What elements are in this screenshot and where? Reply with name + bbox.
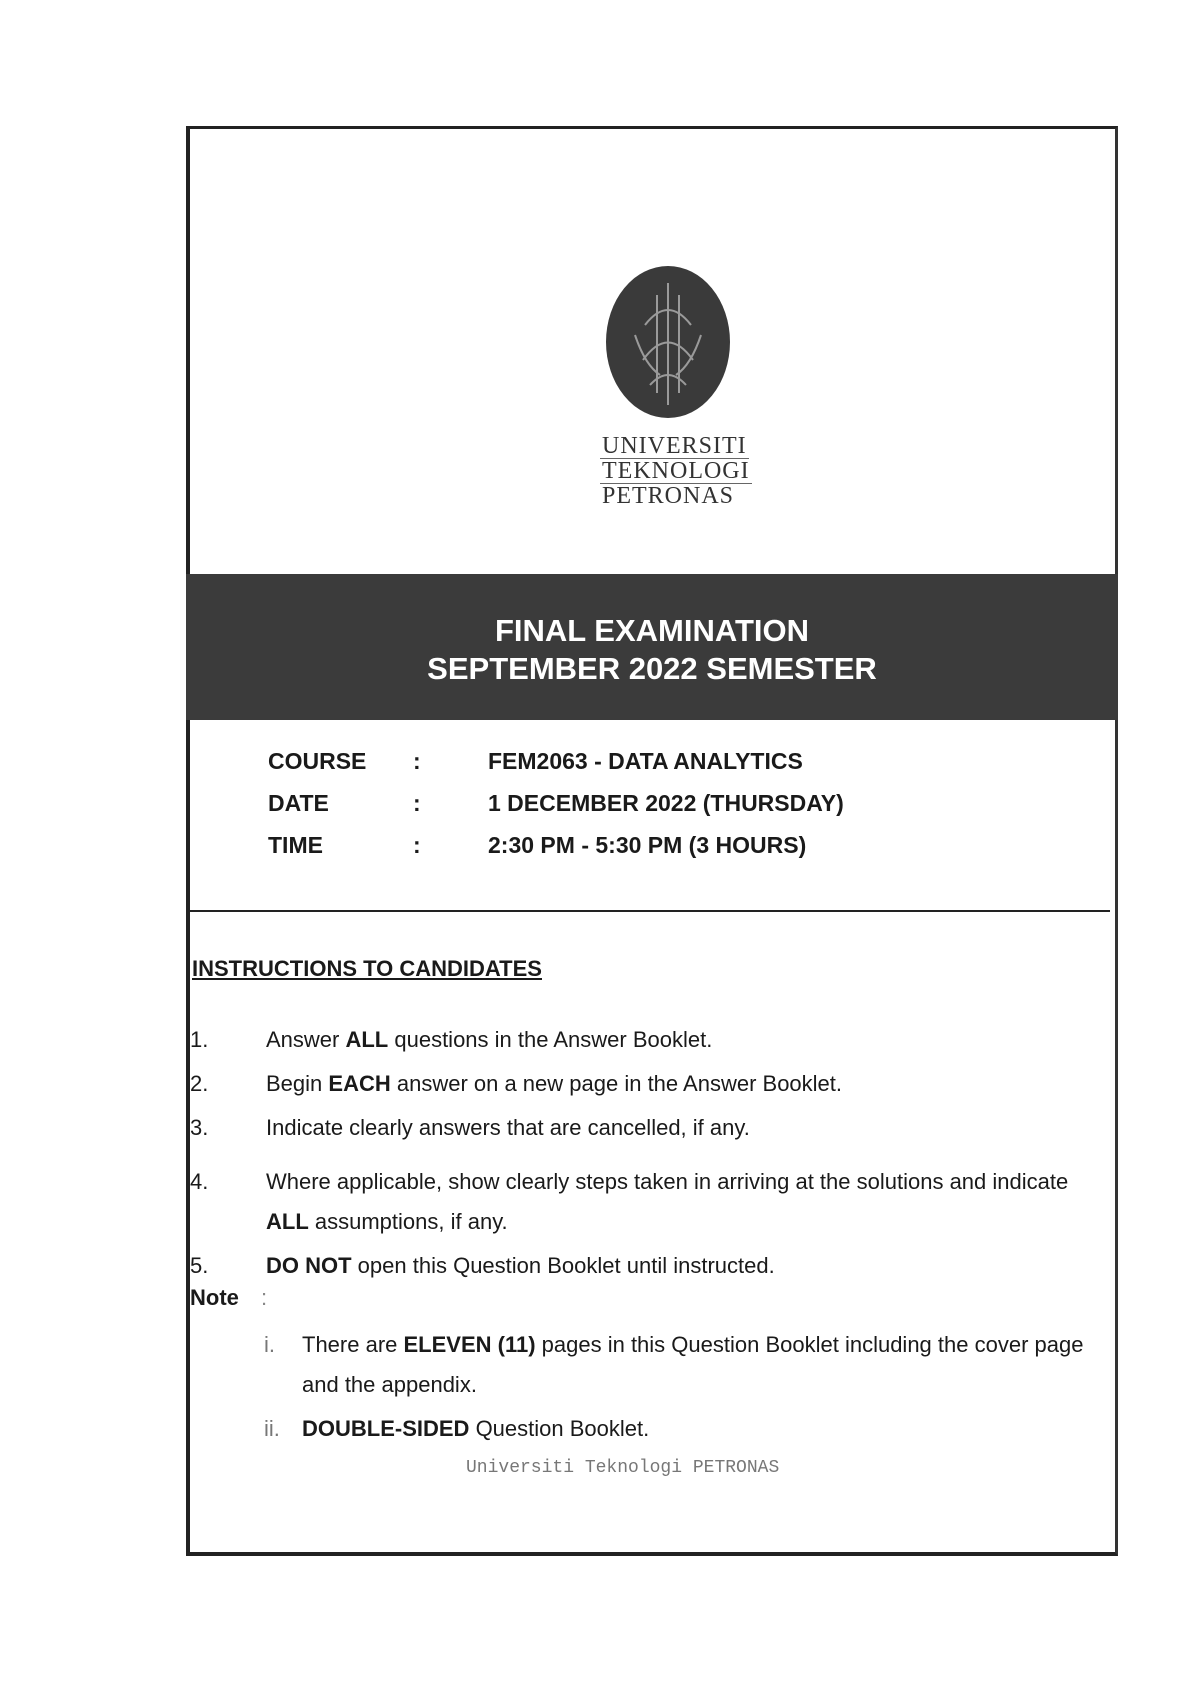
- item-text: Indicate clearly answers that are cancelled, if any.: [266, 1115, 750, 1140]
- list-item: [190, 1162, 1090, 1242]
- item-text: questions in the Answer Booklet.: [388, 1027, 713, 1052]
- item-bold-text: DO NOT: [266, 1253, 352, 1278]
- item-number: 1.: [190, 1027, 209, 1052]
- note-colon: :: [261, 1285, 268, 1310]
- info-label: TIME: [268, 831, 323, 858]
- divider: [190, 910, 1110, 912]
- item-bold-text: ALL: [266, 1209, 309, 1234]
- item-bold-text: ALL: [345, 1027, 389, 1052]
- list-item: [264, 1409, 1084, 1449]
- exam-info: [268, 740, 844, 866]
- item-text: assumptions, if any.: [308, 1209, 508, 1234]
- info-colon: :: [413, 831, 421, 858]
- watermark: Universiti Teknologi PETRONAS: [466, 1458, 780, 1478]
- university-name-line1: UNIVERSITI: [602, 433, 747, 459]
- exam-banner: [186, 574, 1118, 720]
- item-text: pages in this Question Booklet including the cover page and the appendix.: [302, 1332, 1084, 1397]
- item-number: i.: [264, 1332, 275, 1357]
- item-text: answer on a new page in the Answer Booklet.: [390, 1071, 843, 1096]
- info-row-date: [268, 782, 844, 824]
- info-label: COURSE: [268, 747, 367, 774]
- item-text: Where applicable, show clearly steps taken in arriving at the solutions and indicate: [266, 1169, 1069, 1194]
- info-colon: :: [413, 789, 421, 816]
- item-bold-text: EACH: [328, 1071, 391, 1096]
- item-text: There are: [302, 1332, 404, 1357]
- note-label: Note: [190, 1285, 239, 1310]
- list-item: [190, 1020, 1090, 1060]
- item-text: Begin: [266, 1071, 329, 1096]
- instructions-heading: INSTRUCTIONS TO CANDIDATES: [192, 956, 542, 981]
- item-number: 5.: [190, 1253, 209, 1278]
- item-bold-text: ELEVEN (11): [403, 1332, 536, 1357]
- university-logo: [600, 265, 750, 545]
- item-number: 4.: [190, 1169, 209, 1194]
- list-item: [190, 1064, 1090, 1104]
- university-name-line3: PETRONAS: [602, 483, 735, 509]
- exam-semester: SEPTEMBER 2022 SEMESTER: [427, 651, 877, 686]
- info-value: FEM2063 - DATA ANALYTICS: [488, 747, 803, 774]
- item-number: ii.: [264, 1416, 280, 1441]
- instructions-list: [190, 1020, 1090, 1286]
- item-text: Question Booklet.: [469, 1416, 650, 1441]
- list-item: [264, 1325, 1084, 1405]
- info-label: DATE: [268, 789, 329, 816]
- utp-emblem-icon: [605, 265, 731, 420]
- item-text: Answer: [266, 1027, 346, 1052]
- notes-list: [264, 1325, 1084, 1449]
- info-value: 2:30 PM - 5:30 PM (3 HOURS): [488, 831, 807, 858]
- info-row-course: [268, 740, 844, 782]
- list-item: [190, 1108, 1090, 1148]
- university-name-line2: TEKNOLOGI: [602, 458, 750, 484]
- info-colon: :: [413, 747, 421, 774]
- item-number: 2.: [190, 1071, 209, 1096]
- item-number: 3.: [190, 1115, 209, 1140]
- info-value: 1 DECEMBER 2022 (THURSDAY): [488, 789, 844, 816]
- note-heading: [190, 1285, 267, 1311]
- exam-title: FINAL EXAMINATION: [494, 613, 809, 648]
- list-item: [190, 1246, 1090, 1286]
- item-text: open this Question Booklet until instructed.: [351, 1253, 775, 1278]
- item-bold-text: DOUBLE-SIDED: [302, 1416, 470, 1441]
- info-row-time: [268, 824, 844, 866]
